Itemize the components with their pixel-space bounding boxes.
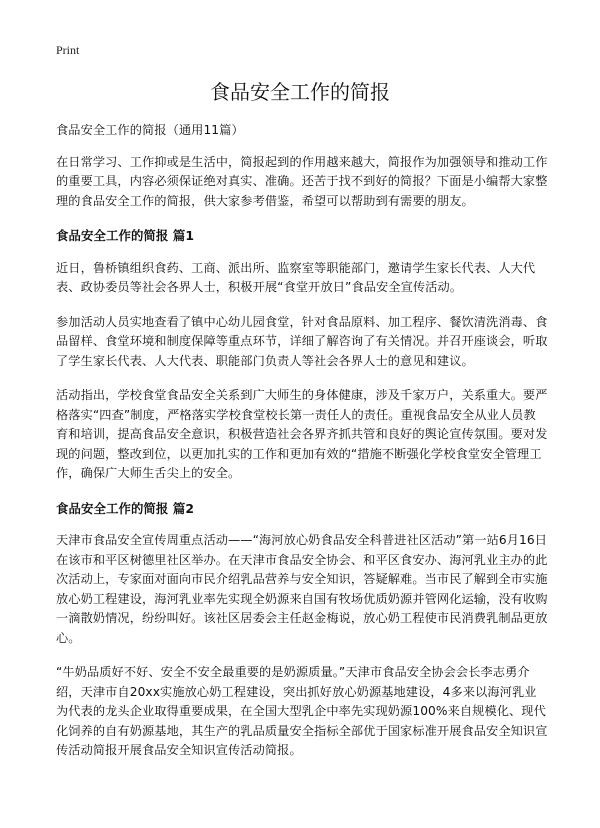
intro-paragraph: 在日常学习、工作抑或是生活中，简报起到的作用越来越大，简报作为加强领导和推动工作的重要工具，内容必须保证绝对真实、准确。还苦于找不到好的简报？下面是小编帮大家整理的食品安全工作的简报，供大家参考借鉴，希望可以帮助到有需要的朋友。 — [56, 154, 548, 208]
document-subtitle: 食品安全工作的简报（通用11篇） — [56, 123, 244, 137]
section-1 — [56, 226, 548, 484]
section-heading: 食品安全工作的简报 篇1 — [56, 228, 195, 243]
section-paragraph: 近日，鲁桥镇组织食药、工商、派出所、监察室等职能部门，邀请学生家长代表、人大代表、政协委员等社会各界人士，积极开展“食堂开放日”食品安全宣传活动。 — [56, 260, 536, 294]
section-2 — [56, 499, 548, 761]
section-paragraph: 参加活动人员实地查看了镇中心幼儿园食堂，针对食品原料、加工程序、餐饮清洗消毒、食品留样、食堂环境和制度保障等重点环节，详细了解咨询了有关情况。并召开座谈会，听取了学生家长代表、人大代表、职能部门负责人等社会各界人士的意见和建议。 — [56, 314, 548, 368]
page-title: 食品安全工作的简报 — [210, 80, 390, 104]
section-paragraph: “牛奶品质好不好、安全不安全最重要的是奶源质量。”天津市食品安全协会会长李志勇介绍，天津市自20xx实施放心奶工程建设，突出抓好放心奶源基地建设，4多来以海河乳业为代表的龙头企业取得重要成果，在全国大型乳企中率先实现奶源100%来自规模化、现代化饲养的自有奶源基地，其生产的乳品质量安全指标全部优于国家标准开展食品安全知识宣传活动简报开展食品安全知识宣传活动简报。 — [56, 665, 548, 757]
section-paragraph: 活动指出，学校食堂食品安全关系到广大师生的身体健康，涉及千家万户，关系重大。要严格落实“四查”制度，严格落实学校食堂校长第一责任人的责任。重视食品安全从业人员教育和培训，提高食品安全意识，积极营造社会各界齐抓共管和良好的舆论宣传氛围。要对发现的问题，整改到位，以更加扎实的工作和更加有效的“措施不断强化学校食堂安全管理工作，确保广大师生舌尖上的安全。 — [56, 388, 548, 480]
print-label[interactable]: Print — [56, 43, 80, 57]
document-body — [56, 121, 548, 776]
section-heading: 食品安全工作的简报 篇2 — [56, 500, 195, 516]
section-paragraph: 天津市食品安全宣传周重点活动——“海河放心奶食品安全科普进社区活动”第一站6月16日在该市和平区树德里社区举办。在天津市食品安全协会、和平区食安办、海河乳业主办的此次活动上，专家面对面向市民介绍乳品营养与安全知识，答疑解难。当市民了解到全市实施放心奶工程建设，海河乳业率先实现全奶源来自国有牧场优质奶源并管网化运输，没有收购一滴散奶情况，纷纷叫好。该社区居委会主任赵金梅说，放心奶工程使市民消费乳制品更放心。 — [56, 533, 548, 645]
